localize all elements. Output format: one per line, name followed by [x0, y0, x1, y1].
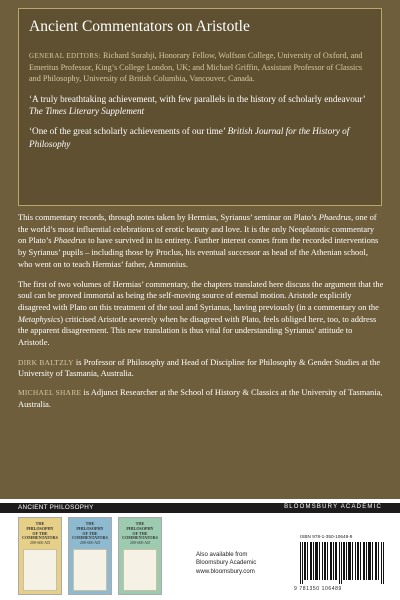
book-cover-3-line4: COMMENTATORS: [122, 535, 158, 541]
book-cover-1-line5: 200-600 AD: [29, 540, 51, 546]
general-editors: [29, 50, 371, 85]
book-cover-3-line1: THE: [135, 521, 145, 526]
author-name-1: DIRK BALTZLY: [18, 357, 74, 367]
barcode-area: [294, 533, 386, 597]
publisher-label: BLOOMSBURY ACADEMIC: [284, 504, 382, 510]
author-bio-1: [18, 357, 384, 380]
book-cover-2-line5: 200-600 AD: [79, 540, 101, 546]
also-available-line-2: Bloomsbury Academic: [196, 559, 257, 567]
blurb-p1-title-1: Phaedrus: [318, 212, 352, 222]
book-cover-3-panel: [123, 549, 157, 591]
blurb-p1-a: This commentary records, through notes taken by Hermias, Syrianus’ seminar on Plato’s: [18, 212, 319, 222]
author-bio-1-text: is Professor of Philosophy and Head of Discipline for Philosophy & Gender Studies at the University of Tasmania, Australia.: [18, 356, 381, 379]
review-quote-1: [29, 93, 371, 118]
book-cover-1-line2: PHILOSOPHY: [26, 525, 54, 531]
review-quote-2: [29, 125, 371, 150]
quote-2-source: British Journal for the History of Philosophy: [29, 126, 350, 149]
blurb-p2-a: The first of two volumes of Hermias’ commentary, the chapters translated here discuss the argument that the soul can be proved immortal as being the self-moving source of eternal motion. Aristotle explicitly disagreed with Plato on this treatment of the soul and Syrianus, having previously (in a commentary on the: [18, 278, 384, 312]
book-cover-2: [68, 517, 112, 595]
blurb-paragraph-2: [18, 279, 384, 349]
book-cover-3-line2: PHILOSOPHY: [126, 525, 154, 531]
book-cover-2-line2: PHILOSOPHY: [76, 525, 104, 531]
category-label: ANCIENT PHILOSOPHY: [18, 504, 94, 511]
book-cover-2-panel: [73, 549, 107, 591]
blurb-p2-title: Metaphysics: [18, 313, 61, 324]
blurb: [18, 212, 384, 418]
book-cover-2-line3: OF THE: [82, 530, 98, 536]
book-cover-2-line4: COMMENTATORS: [72, 535, 108, 541]
blurb-p1-b: , one of the world’s most influential celebrations of erotic beauty and love. It is the only Neoplatonic commentary on Plato’s: [18, 212, 377, 246]
series-info-box: [18, 8, 382, 206]
barcode-icon: [300, 542, 384, 584]
book-cover-1-panel: [23, 549, 57, 591]
blurb-p1-c: to have survived in its entirety. Further interest comes from the recorded interventions by Syrianus’ pupils – including those by Proclus, his eventual successor as head of the Athenian school, who went on to teach Hermias’ father, Ammonius.: [18, 235, 379, 269]
category-bar: [0, 503, 400, 513]
quote-2-text: ‘One of the great scholarly achievements of our time’: [29, 126, 226, 137]
author-bio-2-text: is Adjunct Researcher at the School of History & Classics at the University of Tasmania, Australia.: [18, 387, 383, 409]
series-title: Ancient Commentators on Aristotle: [29, 18, 250, 35]
isbn-number: ISBN 978-1-350-10648-9: [300, 534, 353, 539]
blurb-p2-b: ) criticised Aristotle severely when he disagreed with Plato, feels obliged here, too, to address the apparent disagreement. This new translation is thus vital for understanding Syrianus’ attitude to Aristotle.: [18, 313, 377, 348]
book-cover-3-line5: 200-600 AD: [129, 540, 151, 546]
book-cover-3-line3: OF THE: [132, 530, 148, 536]
also-available-line-1: Also available from: [196, 551, 248, 558]
book-cover-1-line3: OF THE: [32, 530, 48, 536]
book-cover-1: [18, 517, 62, 595]
footer-panel: [0, 499, 400, 600]
editors-text: Richard Sorabji, Honorary Fellow, Wolfson College, University of Oxford, and Emeritus Professor, King’s College London, UK; and Michael Griffin, Assistant Professor of Classics and Philosophy, University of British Columbia, Vancouver, Canada.: [29, 51, 363, 84]
also-available: [196, 551, 256, 576]
book-cover-2-line1: THE: [85, 521, 95, 526]
quote-1-source: The Times Literary Supplement: [29, 105, 145, 116]
blurb-paragraph-1: [18, 212, 384, 271]
publisher-website[interactable]: www.bloomsbury.com: [196, 567, 255, 575]
related-book-covers: [18, 517, 168, 595]
book-cover-3: [118, 517, 162, 595]
quote-1-text: ‘A truly breathtaking achievement, with few parallels in the history of scholarly endeavour’: [29, 93, 366, 104]
book-cover-1-line4: COMMENTATORS: [22, 535, 58, 541]
book-cover-1-line1: THE: [35, 521, 45, 526]
barcode-digits: 9 781350 106489: [294, 586, 342, 592]
author-name-2: MICHAEL SHARE: [18, 388, 82, 398]
blurb-p1-title-2: Phaedrus: [53, 235, 86, 246]
author-bio-2: [18, 387, 384, 410]
editors-label: GENERAL EDITORS:: [29, 52, 101, 60]
